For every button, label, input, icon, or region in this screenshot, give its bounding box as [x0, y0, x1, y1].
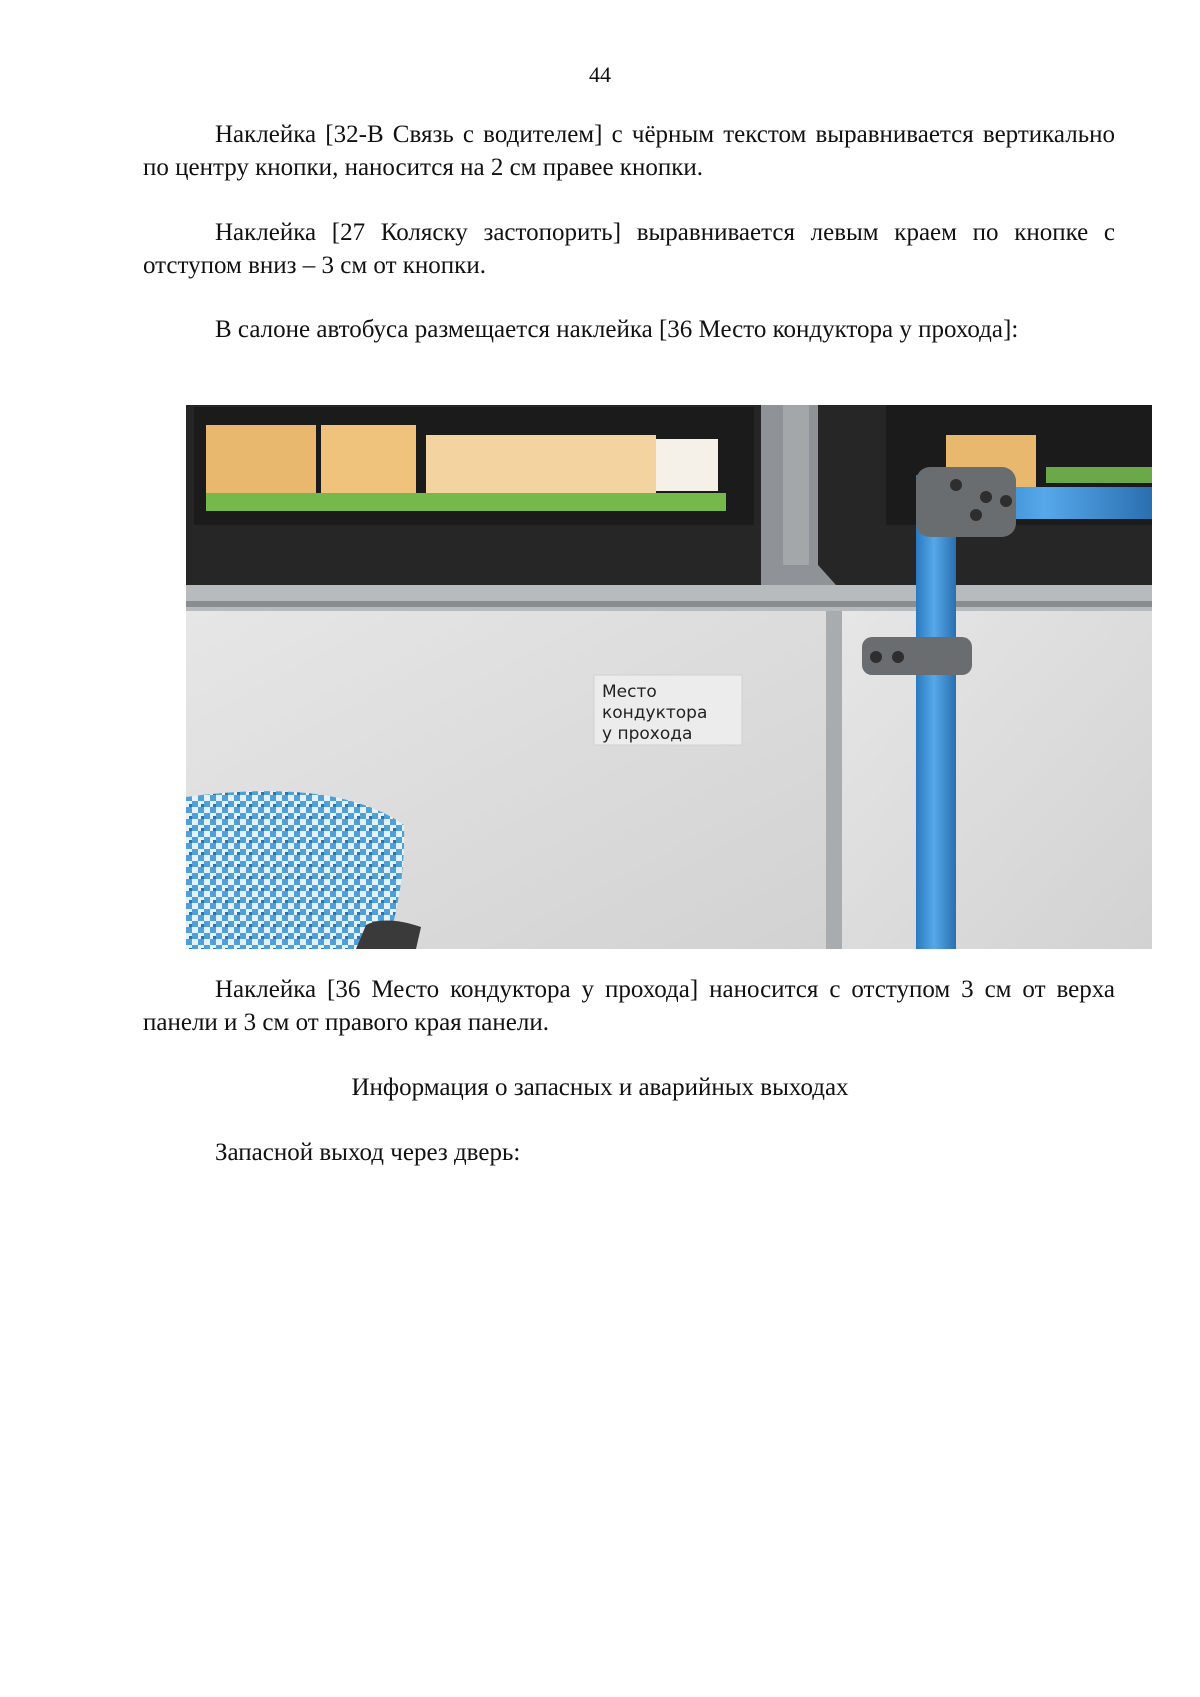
subsection-line [143, 1136, 1115, 1169]
subsection-text: Запасной выход через дверь: [215, 1139, 521, 1166]
page-number: 44 [589, 62, 611, 87]
paragraph-4-text: Наклейка [36 Место кондуктора у прохода] наносится с отступом 3 см от верха панели и 3 см от правого края панели. [143, 976, 1115, 1036]
paragraph-2 [143, 216, 1115, 282]
paragraph-2-text: Наклейка [27 Коляску застопорить] выравнивается левым краем по кнопке с отступом вниз – 3 см от кнопки. [143, 219, 1115, 279]
sticker-line-2: кондуктора [602, 703, 708, 723]
bus-interior-photo [186, 405, 1152, 949]
paragraph-1 [143, 118, 1115, 184]
paragraph-1-text: Наклейка [32-В Связь с водителем] с чёрным текстом выравнивается вертикально по центру кнопки, наносится на 2 см правее кнопки. [143, 121, 1115, 181]
paragraph-3-text: В салоне автобуса размещается наклейка [36 Место кондуктора у прохода]: [215, 316, 1019, 343]
vertical-handrail [916, 475, 956, 949]
paragraph-4 [143, 973, 1115, 1039]
section-heading: Информация о запасных и аварийных выходах [351, 1074, 849, 1101]
paragraph-3 [143, 313, 1115, 346]
sticker-line-1: Место [602, 682, 657, 702]
sticker-line-3: у прохода [602, 724, 693, 744]
